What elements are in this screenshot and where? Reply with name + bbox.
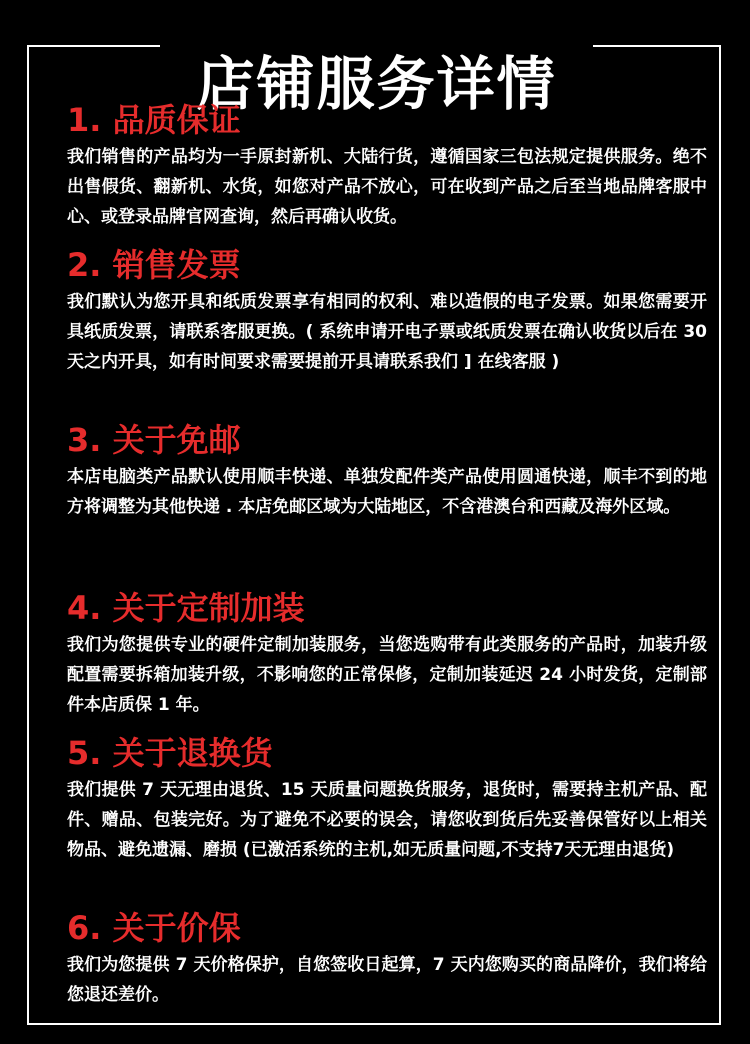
section-invoice — [67, 245, 707, 377]
section-free-shipping — [67, 420, 707, 522]
section-price-protection — [67, 908, 707, 1010]
section-body: 我们默认为您开具和纸质发票享有相同的权利、难以造假的电子发票。如果您需要开具纸质发票，请联系客服更换。( 系统申请开电子票或纸质发票在确认收货以后在 30 天之内开具，如有时间要求需要提前开具请联系我们 ] 在线客服 ) — [67, 292, 707, 372]
section-body: 我们提供 7 天无理由退货、15 天质量问题换货服务，退货时，需要持主机产品、配件、赠品、包装完好。为了避免不必要的误会，请您收到货后先妥善保管好以上相关物品、避免遗漏、磨损 (已激活系统的主机,如无质量问题,不支持7天无理由退货) — [67, 780, 707, 860]
section-heading: 3. 关于免邮 — [67, 421, 241, 459]
section-body: 我们销售的产品均为一手原封新机、大陆行货，遵循国家三包法规定提供服务。绝不出售假货、翻新机、水货，如您对产品不放心，可在收到产品之后至当地品牌客服中心、或登录品牌官网查询，然后再确认收货。 — [67, 147, 707, 227]
section-quality-guarantee — [67, 100, 707, 232]
page-title: 店铺服务详情 — [196, 49, 557, 118]
section-body: 我们为您提供专业的硬件定制加装服务，当您选购带有此类服务的产品时，加装升级配置需要拆箱加装升级，不影响您的正常保修，定制加装延迟 24 小时发货，定制部件本店质保 1 年。 — [67, 635, 707, 715]
section-heading: 2. 销售发票 — [67, 246, 241, 284]
section-body: 我们为您提供 7 天价格保护，自您签收日起算，7 天内您购买的商品降价，我们将给您退还差价。 — [67, 955, 707, 1005]
section-heading: 5. 关于退换货 — [67, 734, 273, 772]
section-returns — [67, 733, 707, 865]
title-rule-left — [27, 45, 160, 47]
section-heading: 4. 关于定制加装 — [67, 589, 305, 627]
section-heading: 1. 品质保证 — [67, 101, 241, 139]
section-body: 本店电脑类产品默认使用顺丰快递、单独发配件类产品使用圆通快递，顺丰不到的地方将调整为其他快递 . 本店免邮区域为大陆地区，不含港澳台和西藏及海外区域。 — [67, 467, 707, 517]
title-rule-right — [593, 45, 721, 47]
section-custom-upgrade — [67, 588, 707, 720]
section-heading: 6. 关于价保 — [67, 909, 241, 947]
